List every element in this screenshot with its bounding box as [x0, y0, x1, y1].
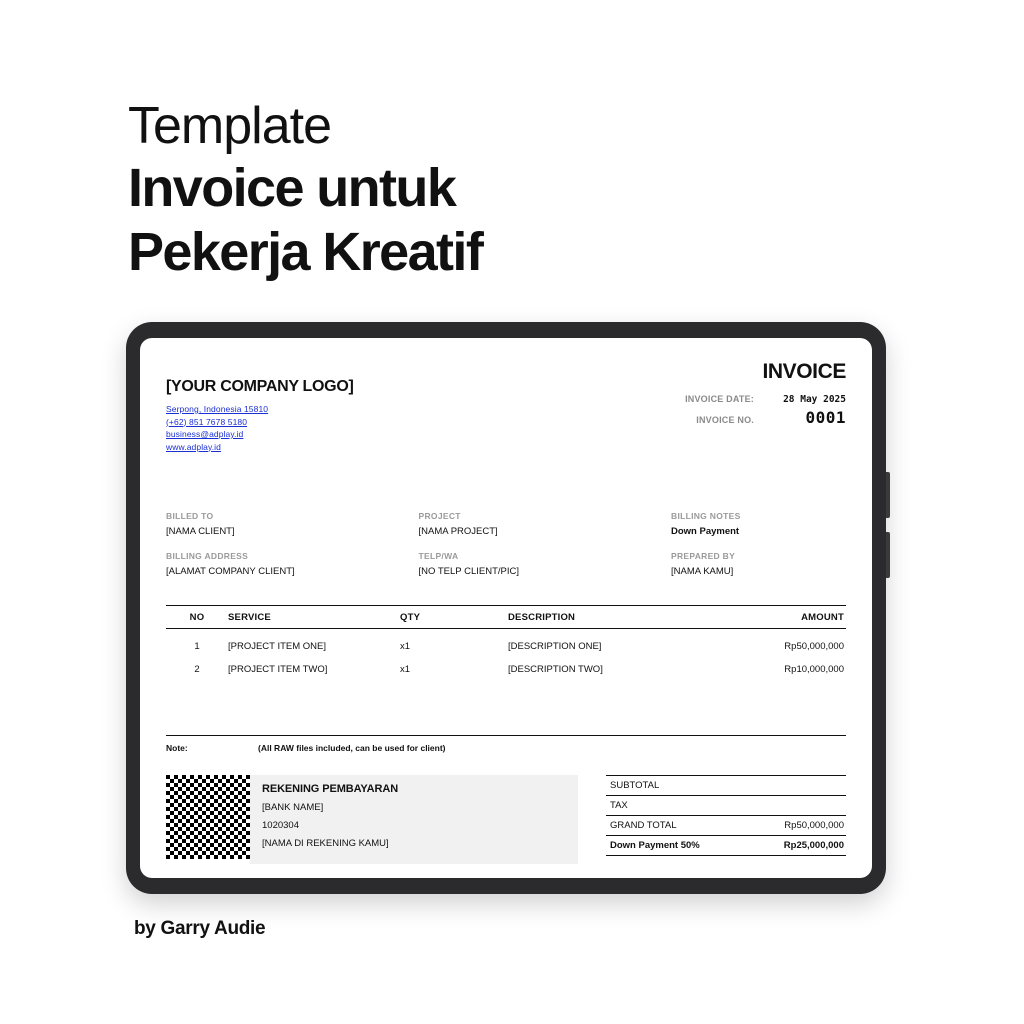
billing-notes-column [671, 511, 846, 591]
invoice-number-row [596, 408, 846, 427]
billing-notes-label: BILLING NOTES [671, 511, 741, 521]
company-block [166, 360, 354, 453]
payment-block [166, 775, 578, 864]
author-byline: by Garry Audie [134, 918, 266, 939]
totals-block [606, 775, 846, 864]
payment-account-holder: [NAMA DI REKENING KAMU] [262, 838, 389, 849]
header-service: SERVICE [228, 612, 271, 623]
header-qty: QTY [400, 612, 421, 623]
totals-value-grand-total: Rp50,000,000 [784, 820, 844, 831]
billed-to-column [166, 511, 419, 591]
totals-label-down-payment: Down Payment 50% [610, 840, 700, 851]
billing-notes-value: Down Payment [671, 526, 740, 537]
prepared-by-label: PREPARED BY [671, 551, 736, 561]
totals-label-tax: TAX [610, 800, 628, 811]
invoice-title: INVOICE [762, 360, 846, 383]
payment-details [250, 775, 578, 864]
cell-qty: x1 [400, 641, 411, 652]
billed-to-label: BILLED TO [166, 511, 214, 521]
header-description: DESCRIPTION [508, 612, 576, 623]
company-email-link[interactable]: business@adplay.id [166, 429, 244, 439]
invoice-meta [596, 360, 846, 430]
table-row [166, 629, 846, 652]
cell-qty: x1 [400, 664, 411, 675]
tablet-volume-button-down [886, 532, 890, 578]
telp-value: [NO TELP CLIENT/PIC] [418, 566, 519, 577]
invoice-document [140, 338, 872, 878]
cell-amount: Rp50,000,000 [784, 641, 844, 652]
payment-title: REKENING PEMBAYARAN [262, 783, 399, 795]
company-logo: [YOUR COMPANY LOGO] [166, 378, 354, 395]
invoice-footer [166, 775, 846, 864]
company-contact-list [166, 403, 354, 453]
project-column [419, 511, 672, 591]
cell-service: [PROJECT ITEM TWO] [228, 664, 328, 675]
billed-to-value: [NAMA CLIENT] [166, 526, 235, 537]
cell-description: [DESCRIPTION ONE] [508, 641, 602, 652]
prepared-by-value: [NAMA KAMU] [671, 566, 734, 577]
company-phone-link[interactable]: (+62) 851 7678 5180 [166, 416, 248, 427]
line-items-table [166, 605, 846, 753]
header-amount: AMOUNT [801, 612, 844, 623]
cell-no: 1 [194, 641, 200, 652]
cell-description: [DESCRIPTION TWO] [508, 664, 603, 675]
totals-label-grand-total: GRAND TOTAL [610, 820, 677, 831]
invoice-date-row [596, 394, 846, 405]
billing-address-label: BILLING ADDRESS [166, 551, 249, 561]
note-row [166, 736, 846, 753]
project-label: PROJECT [418, 511, 461, 521]
invoice-date-value: 28 May 2025 [783, 394, 846, 405]
invoice-info-section [166, 511, 846, 591]
headline-line-2: Invoice untuk [128, 158, 456, 218]
headline-line-1: Template [128, 97, 331, 155]
tablet-volume-button-up [886, 472, 890, 518]
telp-label: TELP/WA [418, 551, 459, 561]
invoice-number-value: 0001 [805, 408, 846, 427]
payment-account-number: 1020304 [262, 820, 299, 831]
note-text: (All RAW files included, can be used for client) [258, 743, 446, 753]
payment-bank-name: [BANK NAME] [262, 802, 324, 813]
cell-no: 2 [194, 664, 200, 675]
headline [128, 96, 482, 284]
project-value: [NAMA PROJECT] [418, 526, 498, 537]
headline-line-3: Pekerja Kreatif [128, 222, 483, 282]
tablet-device-frame [126, 322, 886, 894]
totals-row-grand-total [606, 816, 846, 836]
totals-row-down-payment [606, 836, 846, 856]
tablet-screen [140, 338, 872, 878]
company-address-link[interactable]: Serpong, Indonesia 15810 [166, 404, 269, 414]
invoice-date-label: INVOICE DATE: [685, 394, 754, 404]
totals-row-subtotal [606, 775, 846, 796]
cell-amount: Rp10,000,000 [784, 664, 844, 675]
table-header-row [166, 605, 846, 629]
invoice-number-label: INVOICE NO. [696, 415, 754, 425]
cell-service: [PROJECT ITEM ONE] [228, 641, 327, 652]
table-row [166, 652, 846, 675]
totals-row-tax [606, 796, 846, 816]
header-no: NO [189, 612, 205, 623]
billing-address-value: [ALAMAT COMPANY CLIENT] [166, 566, 295, 577]
totals-value-down-payment: Rp25,000,000 [783, 840, 844, 851]
totals-label-subtotal: SUBTOTAL [610, 780, 660, 791]
company-website-link[interactable]: www.adplay.id [166, 441, 222, 452]
invoice-header [166, 360, 846, 453]
note-label: Note: [166, 743, 188, 753]
qr-code-icon [166, 775, 250, 859]
